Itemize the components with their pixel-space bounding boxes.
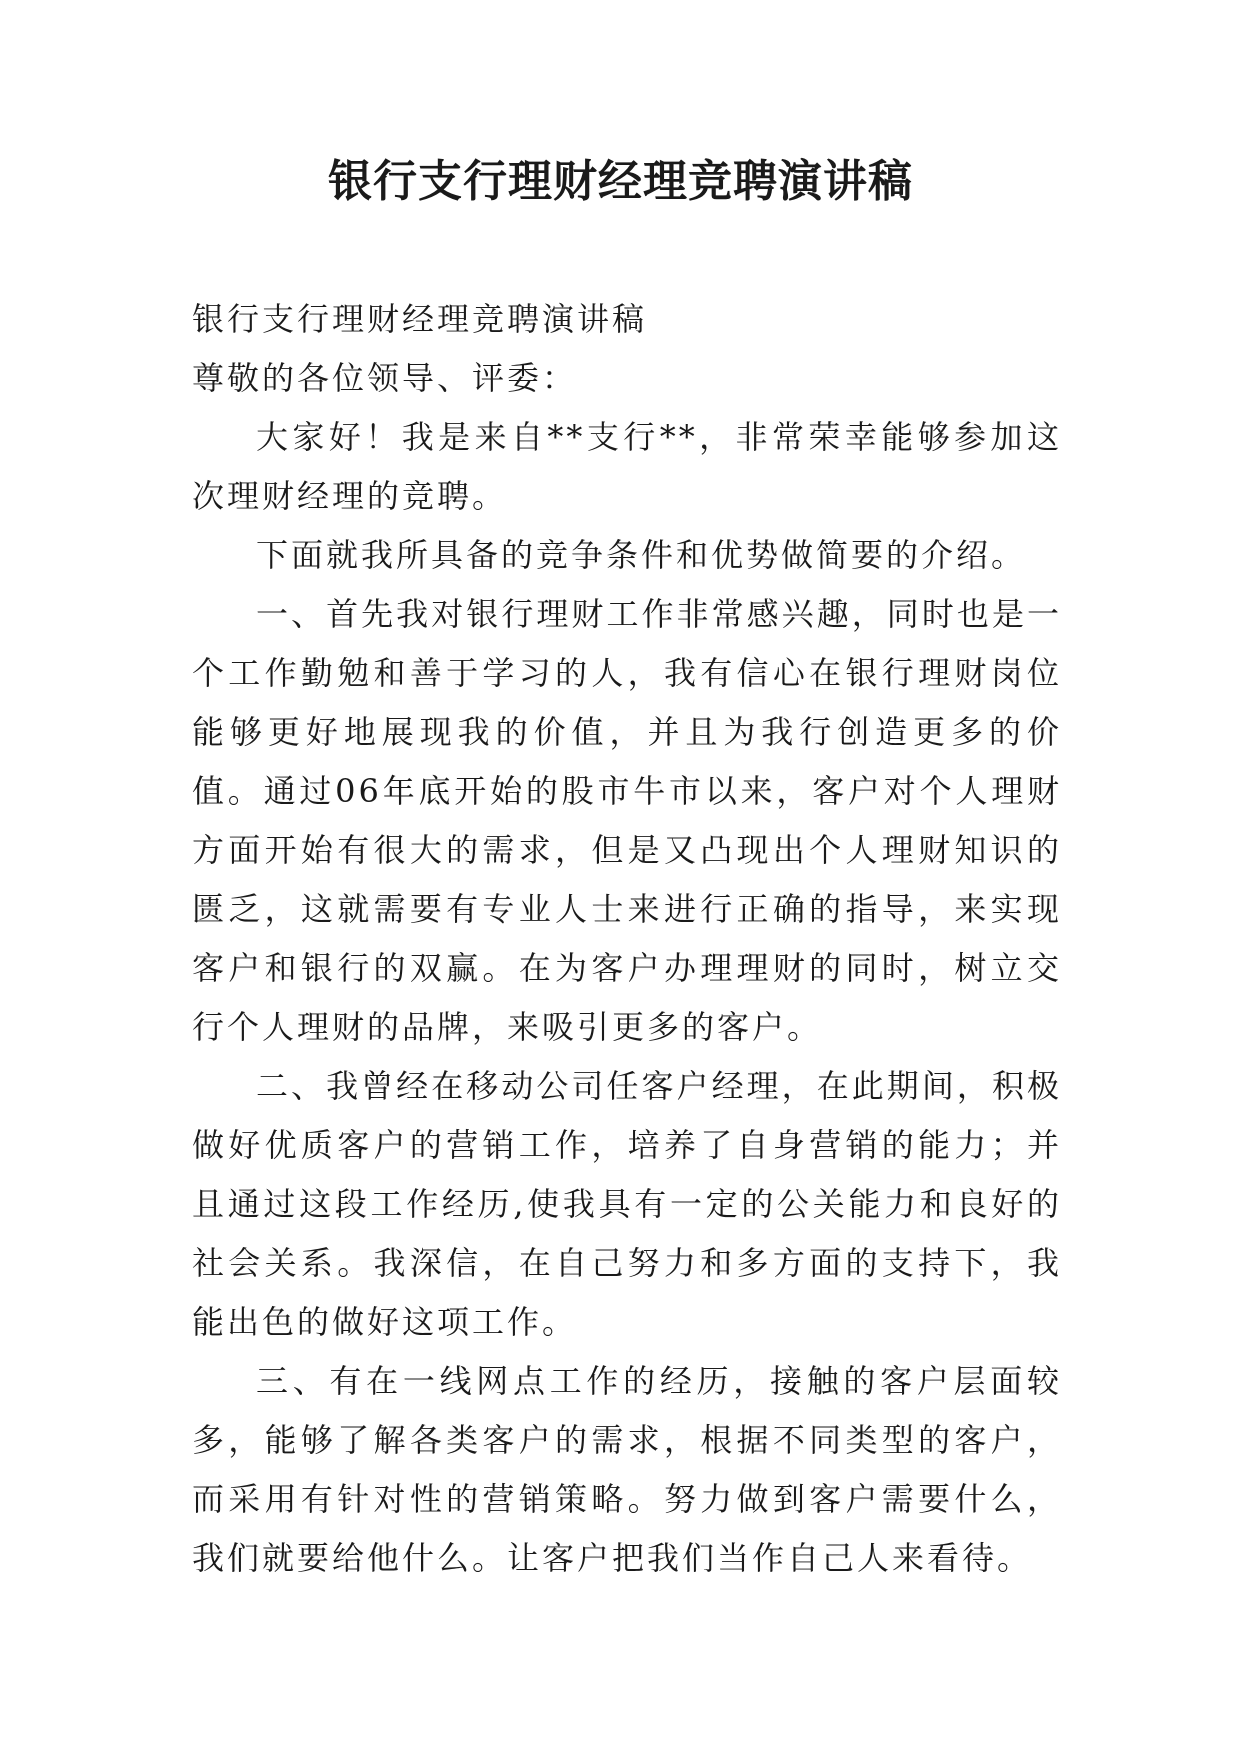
paragraph-salutation: 尊敬的各位领导、评委：: [192, 359, 578, 397]
paragraph-point-3: 三、有在一线网点工作的经历，接触的客户层面较多，能够了解各类客户的需求，根据不同类型的客户，而采用有针对性的营销策略。努力做到客户需要什么，我们就要给他什么。让客户把我们当作自己人来看待。: [192, 1362, 1062, 1577]
paragraph-point-2: 二、我曾经在移动公司任客户经理，在此期间，积极做好优质客户的营销工作，培养了自身营销的能力；并且通过这段工作经历,使我具有一定的公关能力和良好的社会关系。我深信，在自己努力和多方面的支持下，我能出色的做好这项工作。: [192, 1067, 1062, 1341]
paragraph-intro: 下面就我所具备的竞争条件和优势做简要的介绍。: [256, 536, 1027, 574]
paragraph-heading: 银行支行理财经理竞聘演讲稿: [192, 300, 648, 338]
document-body: [192, 290, 1062, 1588]
document-title: 银行支行理财经理竞聘演讲稿: [328, 156, 913, 207]
paragraph-point-1: 一、首先我对银行理财工作非常感兴趣，同时也是一个工作勤勉和善于学习的人，我有信心在银行理财岗位能够更好地展现我的价值，并且为我行创造更多的价值。通过06年底开始的股市牛市以来，客户对个人理财方面开始有很大的需求，但是又凸现出个人理财知识的匮乏，这就需要有专业人士来进行正确的指导，来实现客户和银行的双赢。在为客户办理理财的同时，树立交行个人理财的品牌，来吸引更多的客户。: [192, 595, 1062, 1046]
paragraph-greeting: 大家好！我是来自**支行**，非常荣幸能够参加这次理财经理的竞聘。: [192, 418, 1062, 515]
